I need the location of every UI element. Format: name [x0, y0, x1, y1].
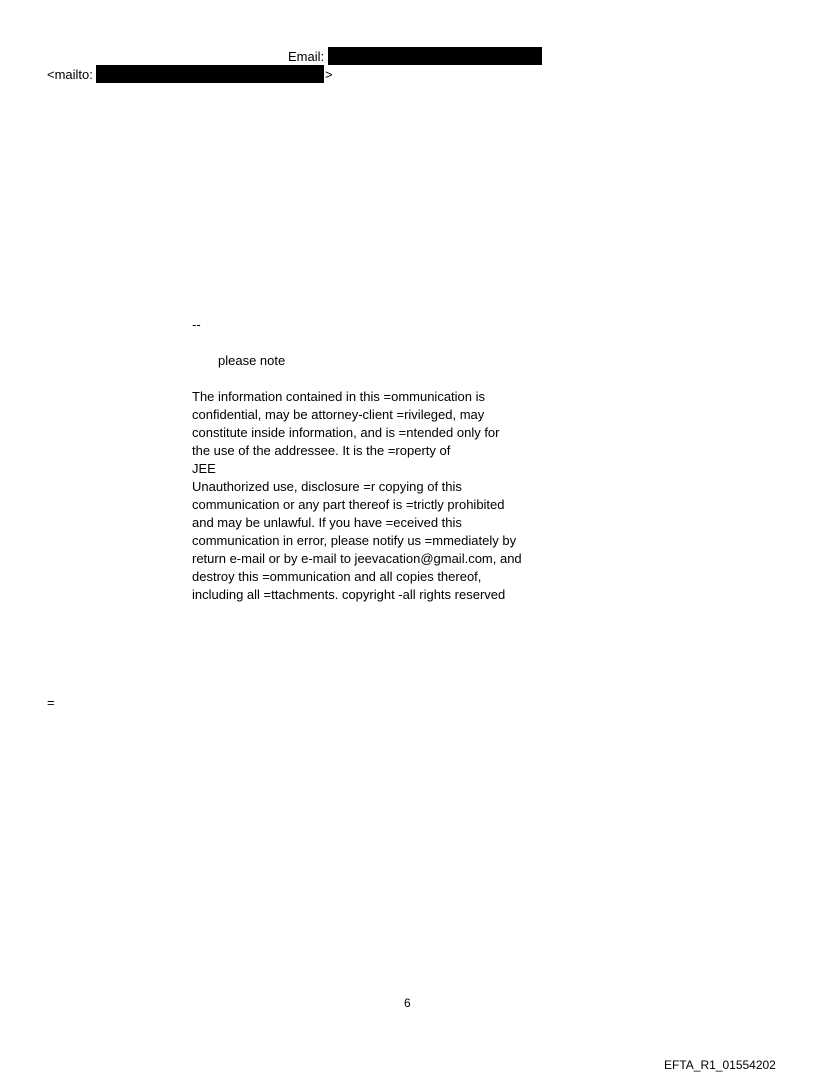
redaction-mailto — [96, 65, 324, 83]
disclaimer-line: constitute inside information, and is =ntended only for — [192, 425, 500, 440]
email-label: Email: — [288, 49, 325, 64]
disclaimer-line: return e-mail or by e-mail to jeevacation@gmail.com, and — [192, 551, 522, 566]
mailto-prefix: <mailto: — [47, 67, 93, 82]
disclaimer-line: confidential, may be attorney-client =rivileged, may — [192, 407, 485, 422]
disclaimer-line: destroy this =ommunication and all copies thereof, — [192, 569, 482, 584]
disclaimer-paragraph — [192, 388, 552, 604]
note-heading: please note — [218, 353, 286, 368]
disclaimer-line: and may be unlawful. If you have =eceived this — [192, 515, 462, 530]
trailing-equals: = — [47, 695, 55, 710]
disclaimer-line: communication or any part thereof is =trictly prohibited — [192, 497, 505, 512]
document-id: EFTA_R1_01554202 — [664, 1058, 776, 1072]
disclaimer-line: Unauthorized use, disclosure =r copying of this — [192, 479, 462, 494]
redaction-email — [328, 47, 542, 65]
disclaimer-line: the use of the addressee. It is the =roperty of — [192, 443, 451, 458]
signature-separator: -- — [192, 317, 201, 332]
page-number: 6 — [404, 996, 411, 1010]
disclaimer-line: communication in error, please notify us =mmediately by — [192, 533, 517, 548]
disclaimer-line: including all =ttachments. copyright -all rights reserved — [192, 587, 506, 602]
disclaimer-line: The information contained in this =ommunication is — [192, 389, 486, 404]
mailto-suffix: > — [325, 67, 333, 82]
disclaimer-line: JEE — [192, 461, 216, 476]
